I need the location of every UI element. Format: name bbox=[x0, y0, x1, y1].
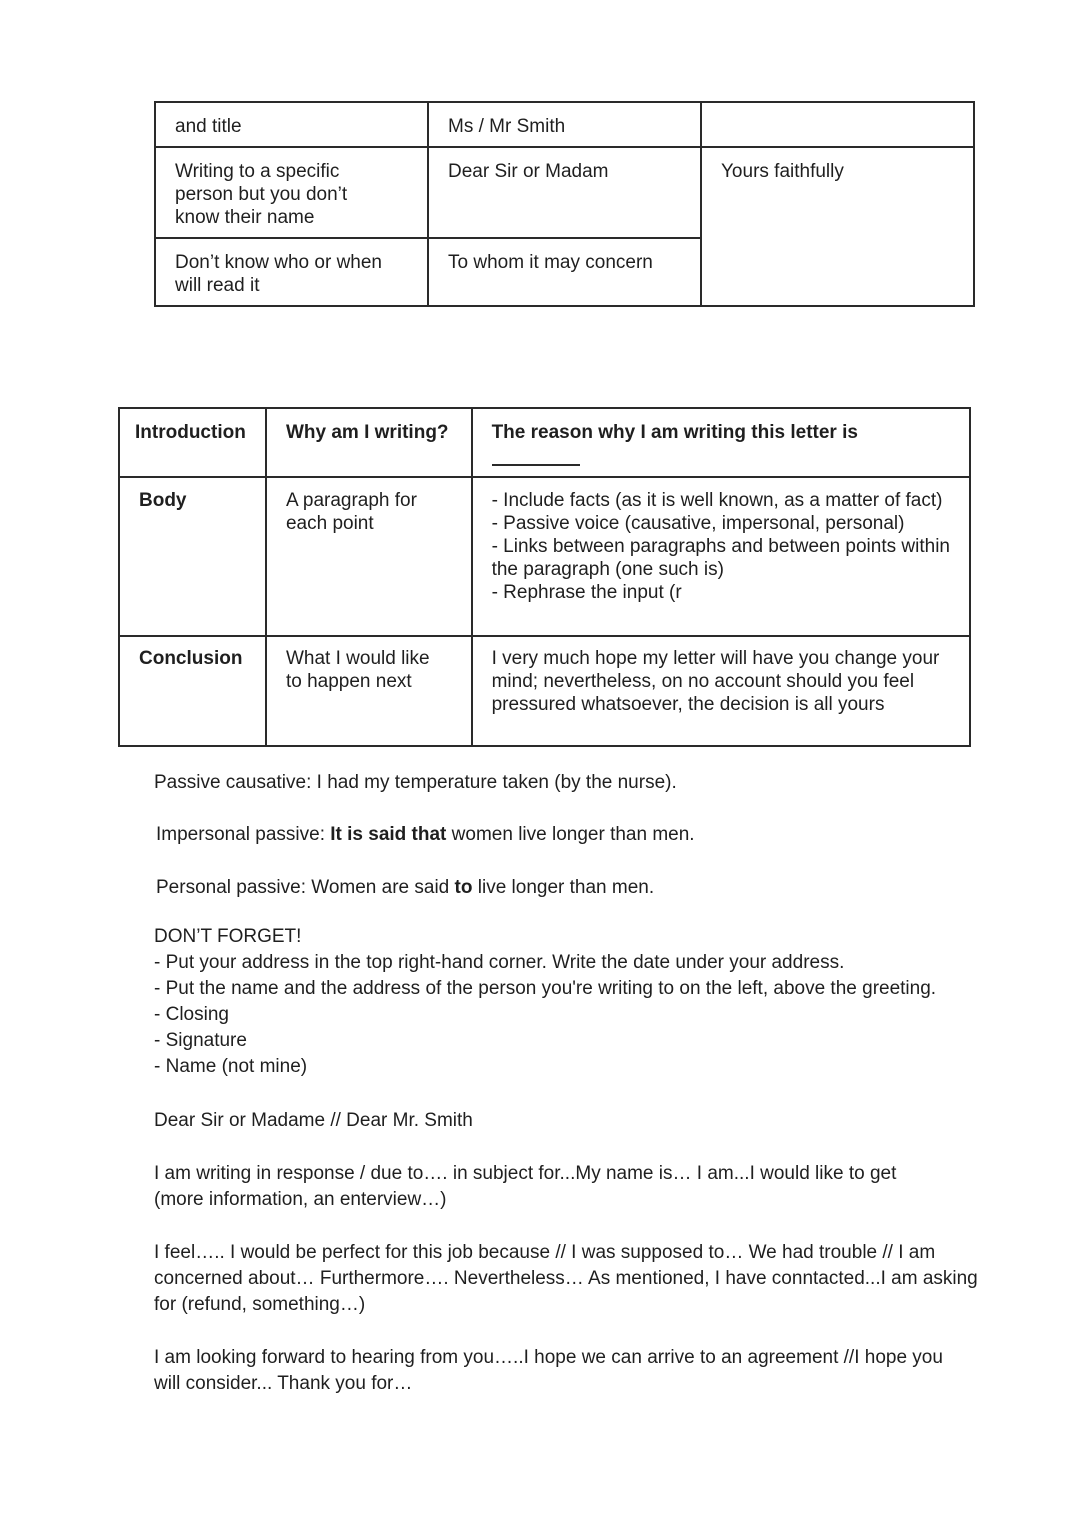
section-points bbox=[472, 477, 970, 636]
impersonal-bold: It is said that bbox=[330, 824, 447, 845]
closing-example bbox=[154, 1345, 954, 1397]
personal-bold: to bbox=[454, 877, 473, 898]
section-answer bbox=[472, 408, 970, 477]
list-item: - Signature bbox=[154, 1030, 247, 1051]
table-cell bbox=[155, 147, 428, 238]
table-row bbox=[155, 102, 974, 147]
body-desc: A paragraph for each point bbox=[285, 490, 417, 534]
list-item: - Put the name and the address of the person you're writing to on the left, above the greeting. bbox=[154, 978, 937, 999]
body-point: - Passive voice (causative, impersonal, personal) bbox=[491, 513, 905, 534]
cell-text: Don’t know who or when will read it bbox=[175, 252, 382, 296]
section-label bbox=[119, 636, 266, 746]
impersonal-prefix: Impersonal passive: bbox=[156, 824, 331, 845]
table-cell bbox=[701, 147, 974, 306]
dont-forget-list bbox=[154, 924, 1014, 1080]
body-label: Body bbox=[139, 490, 187, 511]
body-point: - Include facts (as it is well known, as a matter of fact) bbox=[491, 490, 943, 511]
passive-causative bbox=[154, 770, 984, 796]
section-label bbox=[119, 477, 266, 636]
body-point: - Links between paragraphs and between points within the paragraph (one such is) bbox=[491, 536, 950, 580]
intro-question: Why am I writing? bbox=[285, 422, 449, 443]
table-cell bbox=[155, 238, 428, 306]
personal-rest: live longer than men. bbox=[472, 877, 655, 898]
cell-text: Ms / Mr Smith bbox=[448, 116, 566, 137]
table-cell bbox=[155, 102, 428, 147]
cell-text: To whom it may concern bbox=[448, 252, 653, 273]
passive-impersonal bbox=[156, 822, 986, 848]
conclusion-text: I very much hope my letter will have you change your mind; nevertheless, on no account should you feel pressured whatsoever, the decision is all yours bbox=[491, 648, 940, 715]
table-cell bbox=[428, 238, 701, 306]
middle-example bbox=[154, 1240, 984, 1318]
table-cell bbox=[701, 102, 974, 147]
list-item: - Name (not mine) bbox=[154, 1056, 308, 1077]
closing-text: I am looking forward to hearing from you…..I hope we can arrive to an agreement //I hope you will consider... Thank you for… bbox=[154, 1347, 943, 1394]
table-row bbox=[119, 408, 970, 477]
passive-causative-text: Passive causative: I had my temperature taken (by the nurse). bbox=[154, 772, 677, 793]
blank-line bbox=[492, 464, 580, 466]
conclusion-desc: What I would like to happen next bbox=[285, 648, 430, 692]
intro-label: Introduction bbox=[135, 422, 246, 443]
table-row bbox=[119, 636, 970, 746]
list-item: - Closing bbox=[154, 1004, 229, 1025]
cell-text: and title bbox=[175, 116, 242, 137]
cell-text: Writing to a specific person but you don’t know their name bbox=[175, 161, 348, 228]
section-desc bbox=[266, 477, 472, 636]
table-cell bbox=[428, 147, 701, 238]
opening-text: I am writing in response / due to…. in subject for...My name is… I am...I would like to get (more information, an enterview…) bbox=[154, 1163, 897, 1210]
intro-answer: The reason why I am writing this letter is bbox=[491, 422, 858, 443]
passive-personal bbox=[156, 875, 986, 901]
greeting-text: Dear Sir or Madame // Dear Mr. Smith bbox=[154, 1110, 473, 1131]
personal-prefix: Personal passive: Women are said bbox=[156, 877, 455, 898]
opening-example bbox=[154, 1161, 944, 1213]
cell-text: Dear Sir or Madam bbox=[448, 161, 609, 182]
section-desc bbox=[266, 636, 472, 746]
table-row bbox=[119, 477, 970, 636]
table-cell bbox=[428, 102, 701, 147]
salutation-table bbox=[154, 101, 975, 307]
section-question bbox=[266, 408, 472, 477]
section-text bbox=[472, 636, 970, 746]
cell-text: Yours faithfully bbox=[721, 161, 844, 182]
section-label bbox=[119, 408, 266, 477]
list-item: - Put your address in the top right-hand corner. Write the date under your address. bbox=[154, 952, 845, 973]
greeting-example bbox=[154, 1108, 984, 1134]
impersonal-rest: women live longer than men. bbox=[446, 824, 695, 845]
dont-forget-heading: DON’T FORGET! bbox=[154, 926, 302, 947]
middle-text: I feel….. I would be perfect for this job because // I was supposed to… We had trouble // I am concerned about… Furthermore…. Nevertheless… As mentioned, I have conntacted...I am asking for (refund, something…) bbox=[154, 1242, 978, 1315]
letter-structure-table bbox=[118, 407, 971, 747]
body-point: - Rephrase the input (r bbox=[491, 582, 682, 603]
table-row bbox=[155, 147, 974, 238]
conclusion-label: Conclusion bbox=[139, 648, 243, 669]
